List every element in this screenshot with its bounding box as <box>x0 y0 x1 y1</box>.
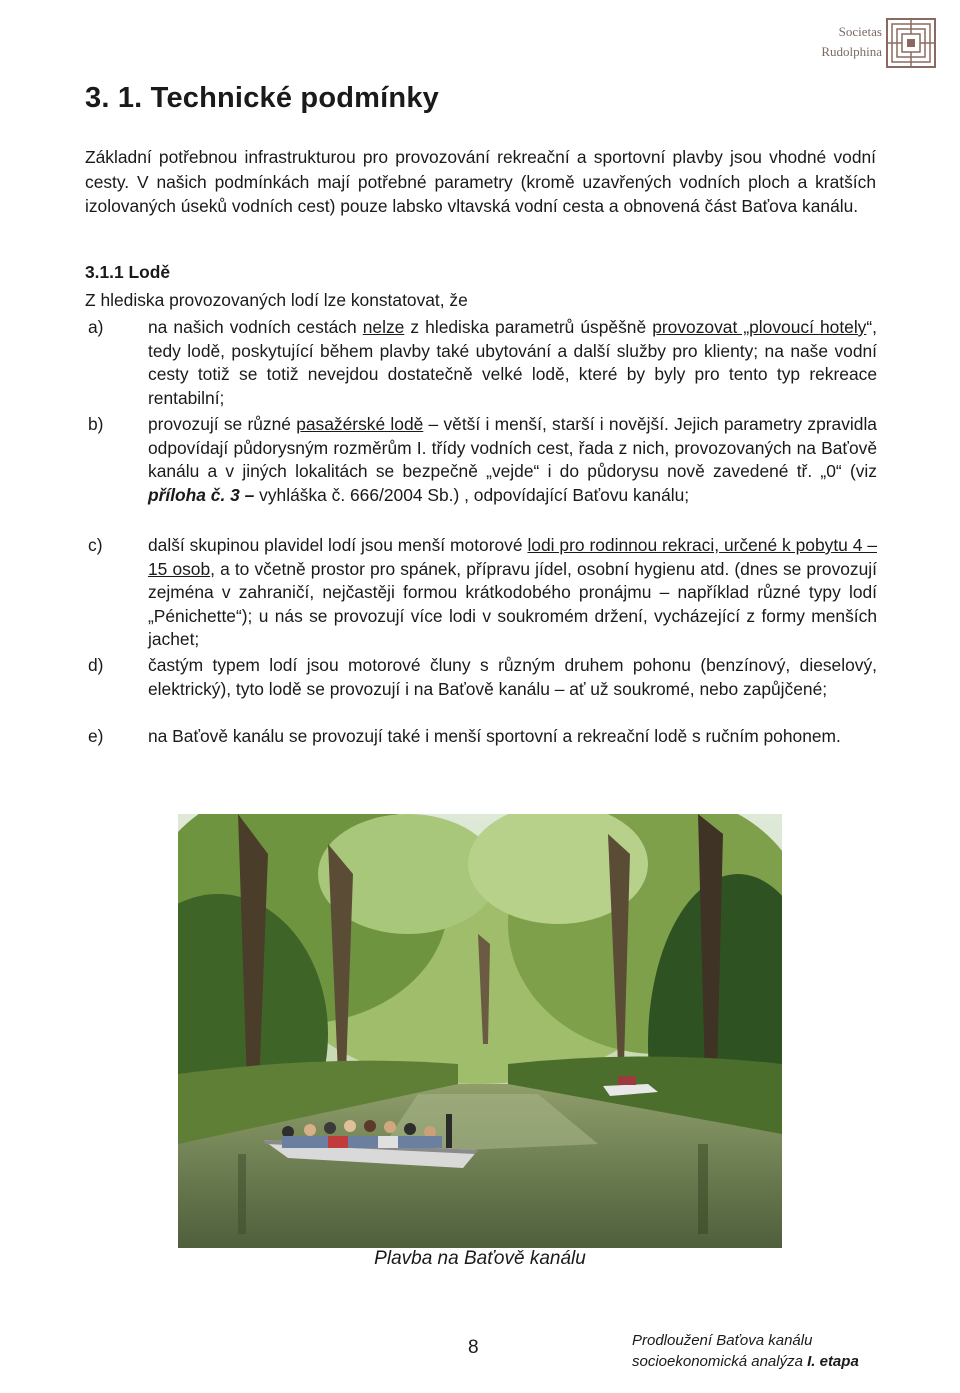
logo-emblem-icon <box>886 18 936 68</box>
underlined-term: lodi pro rodinnou rekraci, určené k pobytu 4 – 15 osob <box>148 535 877 579</box>
list-item-text: další skupinou plavidel lodí jsou menší motorové lodi pro rodinnou rekraci, určené k pobytu 4 – 15 osob, a to včetně prostor pro spánek, přípravu jídel, osobní hygienu atd. (dnes se provozují zejména v zahraničí, nejčastěji formou krátkodobého pronájmu – například různé typy lodí „Pénichette“); u nás se provozují více lodi v soukromém držení, vycházející z formy menších jachet; <box>148 535 877 650</box>
intro-paragraph: Základní potřebnou infrastrukturou pro provozování rekreační a sportovní plavby jsou vhodné vodní cesty. V našich podmínkách mají potřebné parametry (kromě uzavřených vodních ploch a kratších izolovaných úseků vodních cest) pouze labsko vltavská vodní cesta a obnovená část Baťova kanálu. <box>85 147 876 216</box>
subsection-lead: Z hlediska provozovaných lodí lze konstatovat, že <box>85 290 468 310</box>
logo-line-2: Rudolphina <box>821 44 882 59</box>
page-number: 8 <box>468 1337 479 1358</box>
societas-rudolphina-logo <box>798 18 948 68</box>
footer-line-2: socioekonomická analýza I. etapa <box>632 1353 859 1370</box>
appendix-reference: příloha č. 3 – <box>148 484 255 505</box>
list-marker: d) <box>88 655 104 675</box>
footer-line-1: Prodloužení Baťova kanálu <box>632 1332 813 1349</box>
footer-stage: I. etapa <box>807 1353 859 1370</box>
list-marker: a) <box>88 317 104 337</box>
list-item-text: na Baťově kanálu se provozují také i menší sportovní a rekreační lodě s ručním pohonem. <box>148 726 841 746</box>
figure-caption: Plavba na Baťově kanálu <box>374 1248 586 1269</box>
list-item-text: častým typem lodí jsou motorové čluny s různým druhem pohonu (benzínový, dieselový, elektrický), tyto lodě se provozují i na Baťově kanálu – ať už soukromé, nebo zapůjčené; <box>148 655 877 699</box>
list-marker: e) <box>88 726 104 746</box>
list-item-text: na našich vodních cestách nelze z hlediska parametrů úspěšně provozovat „plovoucí hotely“, tedy lodě, poskytující během plavby také ubytování a další služby pro klienty; na naše vodní cesty totiž se totiž nevejdou dostatečně velké lodě, které by byly pro tento typ rekreace rentabilní; <box>148 317 878 408</box>
logo-text <box>798 22 882 62</box>
underlined-term: provozovat „plovoucí hotely <box>652 317 867 337</box>
footer-title <box>632 1330 882 1372</box>
subsection-title: 3.1.1 Lodě <box>85 262 171 282</box>
underlined-term: nelze <box>362 317 405 337</box>
list-marker: c) <box>88 535 103 555</box>
section-title: 3. 1. Technické podmínky <box>85 82 439 114</box>
list-marker: b) <box>88 414 104 434</box>
logo-line-1: Societas <box>838 24 882 39</box>
underlined-term: pasažérské lodě <box>296 414 424 434</box>
list-item-text: provozují se různé pasažérské lodě – větší i menší, starší i novější. Jejich parametry zpravidla odpovídají půdorysným rozměrům I. třídy vodních cest, řada z nich, provozovaných na Baťově kanálu a v jiných lokalitách se bezpečně „vejde“ i do půdorysu nově zavedené tř. „0“ (viz příloha č. 3 – vyhláška č. 666/2004 Sb.) , odpovídající Baťovu kanálu; <box>148 414 877 505</box>
canal-boats-photo <box>178 814 782 1248</box>
